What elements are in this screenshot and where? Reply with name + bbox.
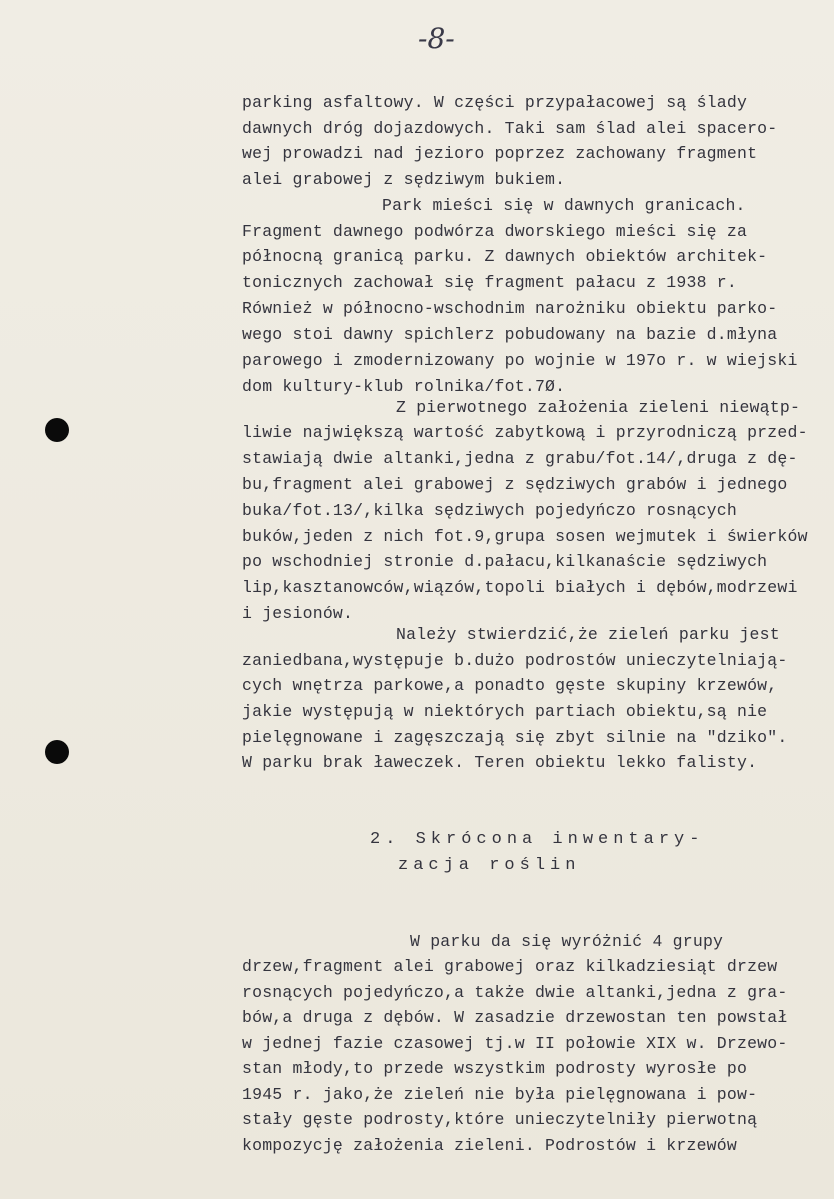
text-line: cych wnętrza parkowe,a ponadto gęste skupiny krzewów, [242, 676, 778, 695]
text-line: rosnących pojedyńczo,a także dwie altanki,jedna z gra- [242, 983, 788, 1002]
text-line: bów,a druga z dębów. W zasadzie drzewostan ten powstał [242, 1008, 788, 1027]
text-line: stan młody,to przede wszystkim podrosty wyrosłe po [242, 1059, 748, 1078]
punch-hole-top [45, 418, 69, 442]
text-line: tonicznych zachował się fragment pałacu z 1938 r. [242, 273, 737, 292]
text-line: zaniedbana,występuje b.dużo podrostów unieczytelniają- [242, 651, 788, 670]
section-heading: 2. Skrócona inwentary- [370, 830, 705, 849]
text-line: parking asfaltowy. W części przypałacowej są ślady [242, 93, 748, 112]
text-line: bu,fragment alei grabowej z sędziwych grabów i jednego [242, 475, 788, 494]
text-line: drzew,fragment alei grabowej oraz kilkadziesiąt drzew [242, 957, 778, 976]
text-line: Z pierwotnego założenia zieleni niewątp- [396, 398, 801, 417]
text-line: pielęgnowane i zagęszczają się zbyt silnie na "dziko". [242, 728, 788, 747]
text-line: dom kultury-klub rolnika/fot.7Ø. [242, 377, 566, 396]
section-heading: zacja roślin [398, 856, 581, 875]
text-line: stały gęste podrosty,które unieczytelniły pierwotną [242, 1110, 758, 1129]
text-line: lip,kasztanowców,wiązów,topoli białych i dębów,modrzewi [242, 578, 798, 597]
text-line: alei grabowej z sędziwym bukiem. [242, 170, 566, 189]
text-line: W parku brak ławeczek. Teren obiektu lekko falisty. [242, 753, 758, 772]
punch-hole-bottom [45, 740, 69, 764]
text-line: liwie największą wartość zabytkową i przyrodniczą przed- [242, 423, 808, 442]
text-line: parowego i zmodernizowany po wojnie w 197o r. w wiejski [242, 351, 798, 370]
text-line: stawiają dwie altanki,jedna z grabu/fot.14/,druga z dę- [242, 449, 798, 468]
text-line: i jesionów. [242, 604, 354, 623]
text-line: w jednej fazie czasowej tj.w II połowie XIX w. Drzewo- [242, 1034, 788, 1053]
text-line: po wschodniej stronie d.pałacu,kilkanaście sędziwych [242, 552, 768, 571]
text-line: Również w północno-wschodnim narożniku obiektu parko- [242, 299, 778, 318]
text-line: północną granicą parku. Z dawnych obiektów architek- [242, 247, 768, 266]
text-line: dawnych dróg dojazdowych. Taki sam ślad alei spacero- [242, 119, 778, 138]
text-line: buków,jeden z nich fot.9,grupa sosen wejmutek i świerków [242, 527, 808, 546]
page-number: -8- [418, 22, 455, 55]
text-line: jakie występują w niektórych partiach obiektu,są nie [242, 702, 768, 721]
text-line: buka/fot.13/,kilka sędziwych pojedyńczo rosnących [242, 501, 737, 520]
text-line: Należy stwierdzić,że zieleń parku jest [396, 625, 780, 644]
text-line: kompozycję założenia zieleni. Podrostów i krzewów [242, 1136, 737, 1155]
text-line: 1945 r. jako,że zieleń nie była pielęgnowana i pow- [242, 1085, 758, 1104]
text-line: wego stoi dawny spichlerz pobudowany na bazie d.młyna [242, 325, 778, 344]
text-line: wej prowadzi nad jezioro poprzez zachowany fragment [242, 144, 758, 163]
text-line: W parku da się wyróżnić 4 grupy [410, 932, 724, 951]
text-line: Fragment dawnego podwórza dworskiego mieści się za [242, 222, 748, 241]
text-line: Park mieści się w dawnych granicach. [382, 196, 746, 215]
